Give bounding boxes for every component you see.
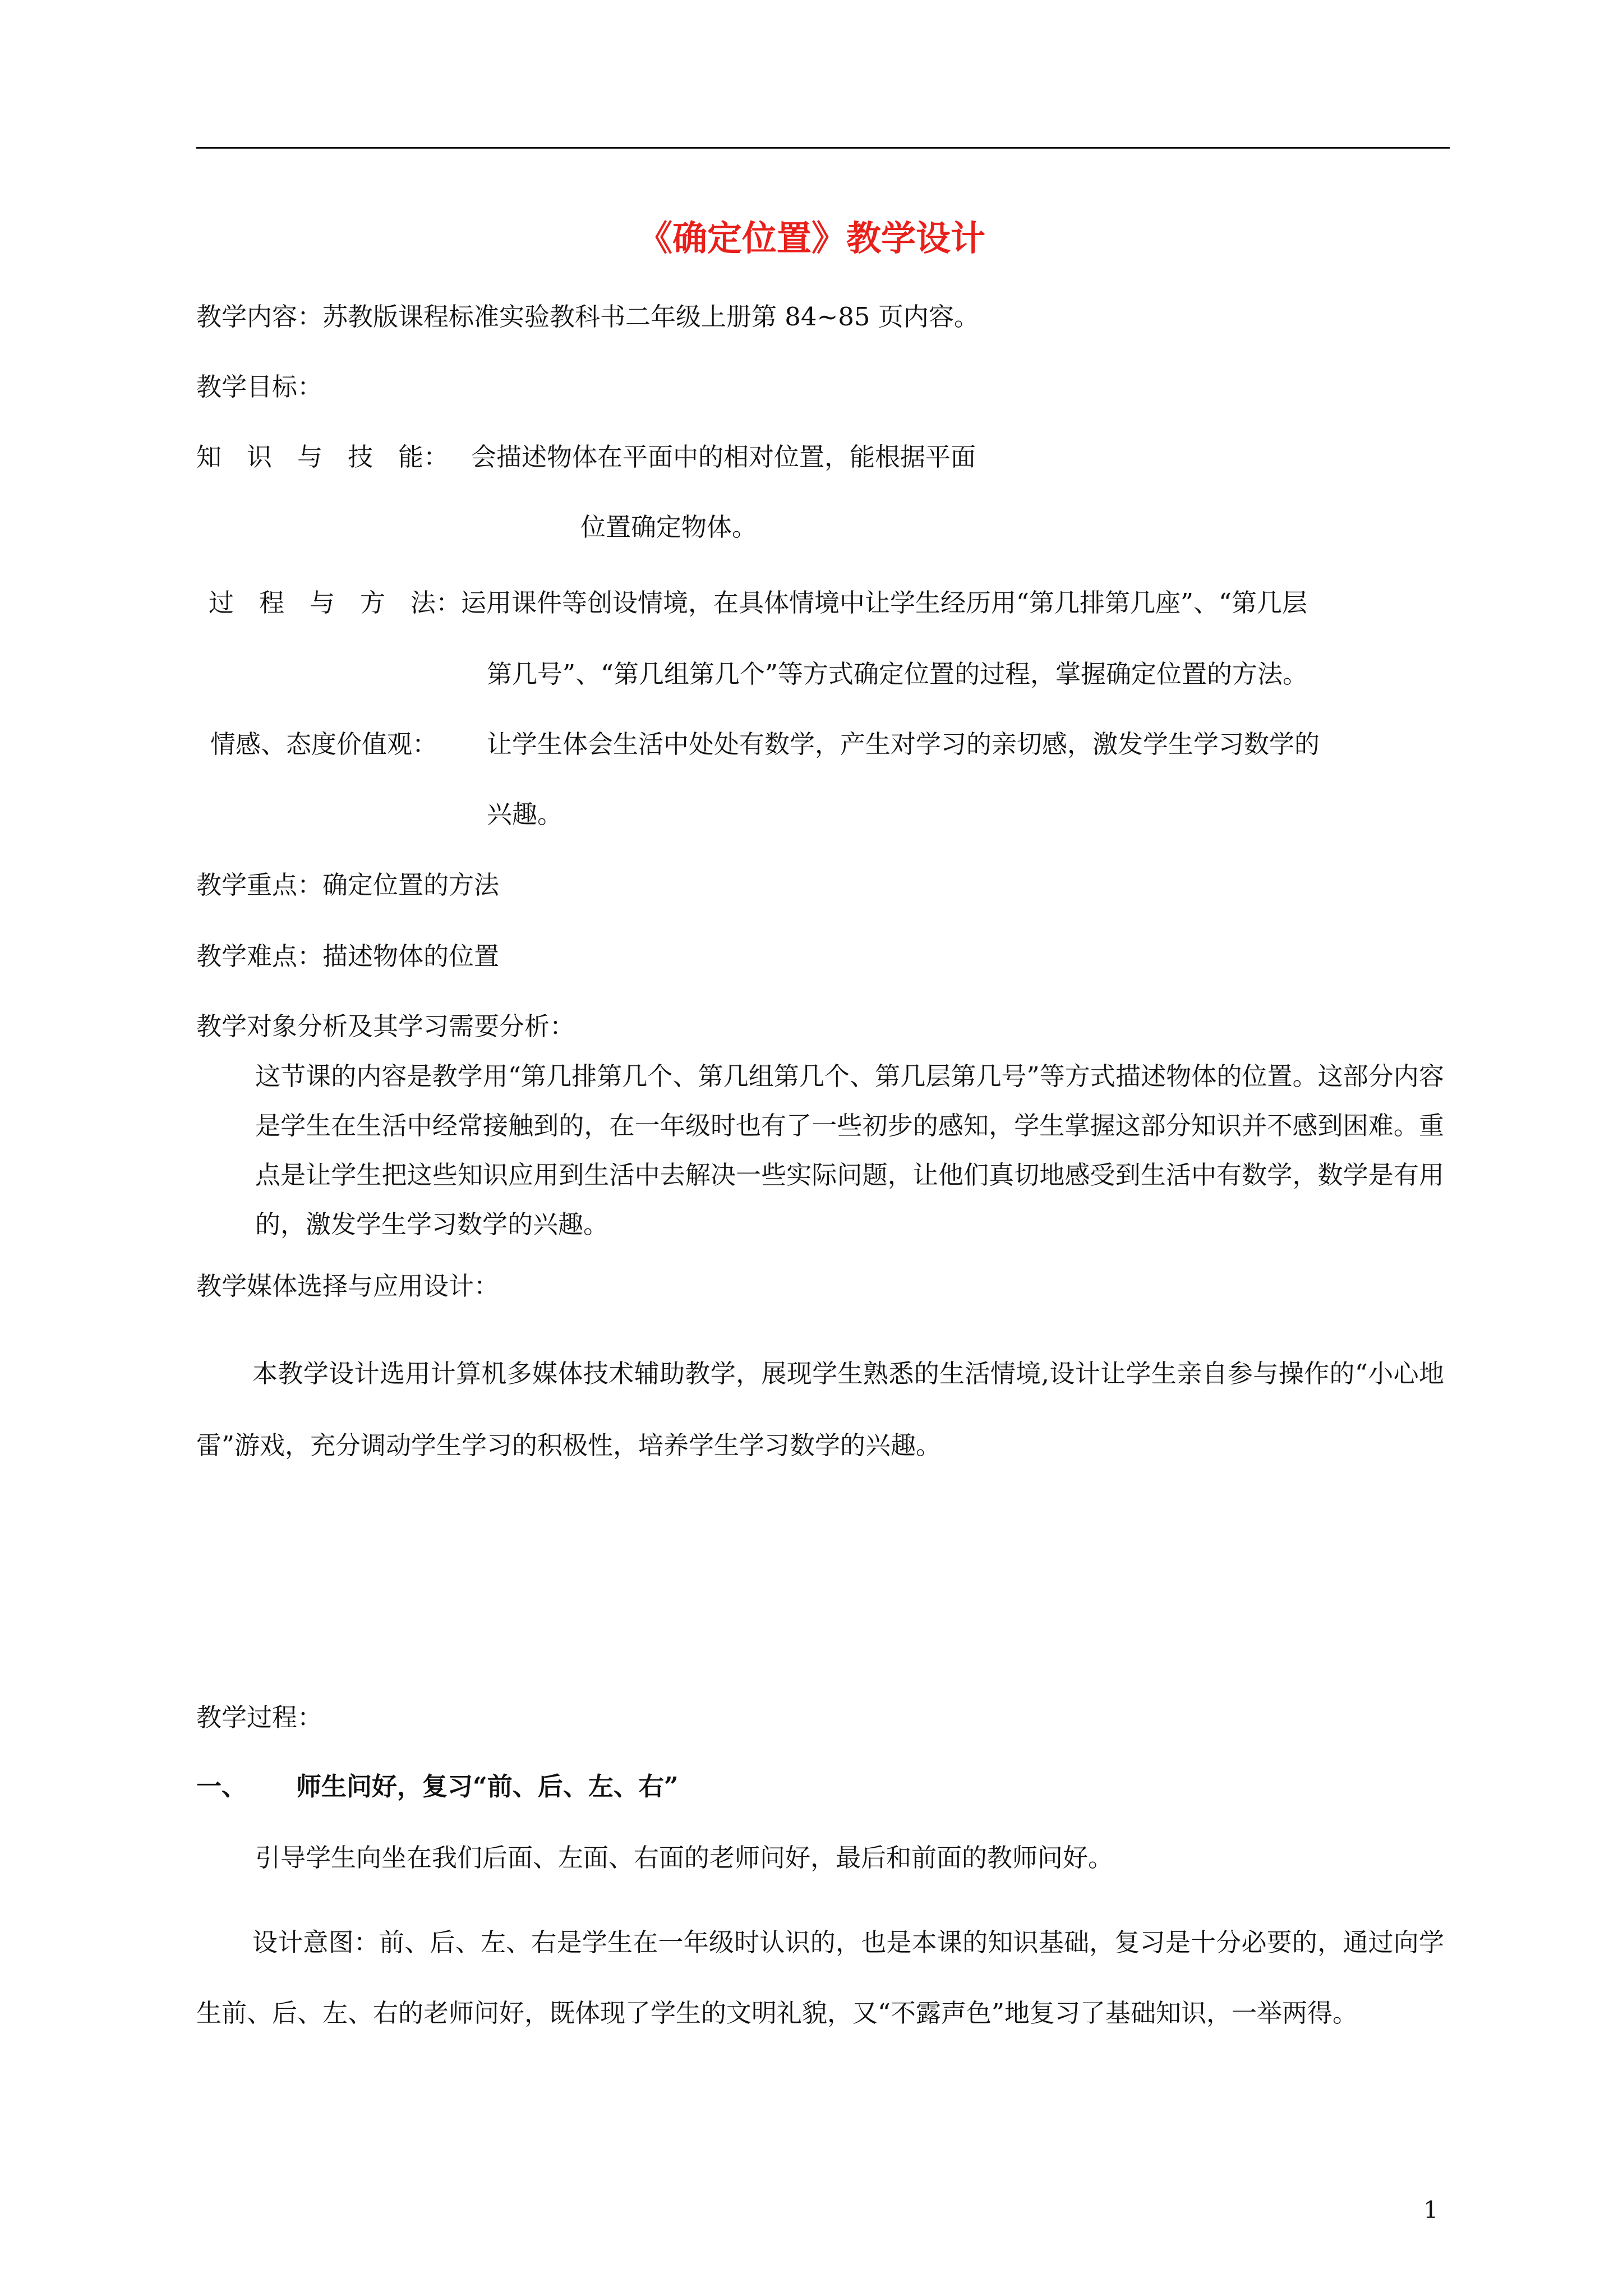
section-1-heading: 师生问好，复习“前、后、左、右” bbox=[296, 1772, 679, 1801]
key-point-line: 教学重点：确定位置的方法 bbox=[196, 870, 500, 900]
media-label: 教学媒体选择与应用设计： bbox=[196, 1271, 500, 1301]
media-paragraph: 本教学设计选用计算机多媒体技术辅助教学，展现学生熟悉的生活情境,设计让学生亲自参与操作的“小心地雷”游戏，充分调动学生学习的积极性，培养学生学习数学的兴趣。 bbox=[196, 1359, 1444, 1460]
emotion-line1: 让学生体会生活中处处有数学，产生对学习的亲切感，激发学生学习数学的 bbox=[487, 729, 1320, 759]
analysis-paragraph: 这节课的内容是教学用“第几排第几个、第几组第几个、第几层第几号”等方式描述物体的位置。这部分内容是学生在生活中经常接触到的，在一年级时也有了一些初步的感知，学生掌握这部分知识并不感到困难。重点是让学生把这些知识应用到生活中去解决一些实际问题，让他们真切地感受到生活中有数学，数学是有用的，激发学生学习数学的兴趣。 bbox=[255, 1061, 1444, 1239]
document-title: 《确定位置》教学设计 bbox=[637, 218, 985, 259]
page-number: 1 bbox=[1423, 2196, 1438, 2224]
header-rule bbox=[196, 147, 1450, 149]
design-intent-paragraph: 设计意图：前、后、左、右是学生在一年级时认识的，也是本课的知识基础，复习是十分必要的，通过向学生前、后、左、右的老师问好，既体现了学生的文明礼貌，又“不露声色”地复习了基础知识，一举两得。 bbox=[196, 1927, 1444, 2028]
analysis-label: 教学对象分析及其学习需要分析： bbox=[196, 1011, 575, 1041]
process-method-label: 过 程 与 方 法： bbox=[209, 588, 462, 618]
teaching-process-label: 教学过程： bbox=[196, 1703, 323, 1732]
section-1-number: 一、 bbox=[196, 1772, 247, 1801]
teaching-content-line: 教学内容：苏教版课程标准实验教科书二年级上册第 84~85 页内容。 bbox=[196, 302, 979, 332]
emotion-line2: 兴趣。 bbox=[487, 799, 563, 829]
emotion-label: 情感、态度价值观： bbox=[210, 729, 438, 759]
process-method-line1: 运用课件等创设情境，在具体情境中让学生经历用“第几排第几座”、“第几层 bbox=[461, 588, 1308, 618]
knowledge-label: 知 识 与 技 能： bbox=[196, 442, 449, 472]
objectives-label: 教学目标： bbox=[196, 372, 323, 402]
difficulty-line: 教学难点：描述物体的位置 bbox=[196, 941, 500, 971]
guide-paragraph: 引导学生向坐在我们后面、左面、右面的老师问好，最后和前面的教师问好。 bbox=[255, 1843, 1114, 1872]
knowledge-text-line2: 位置确定物体。 bbox=[580, 512, 758, 542]
knowledge-text-line1: 会描述物体在平面中的相对位置，能根据平面 bbox=[471, 442, 976, 472]
process-method-line2: 第几号”、“第几组第几个”等方式确定位置的过程，掌握确定位置的方法。 bbox=[487, 659, 1308, 689]
